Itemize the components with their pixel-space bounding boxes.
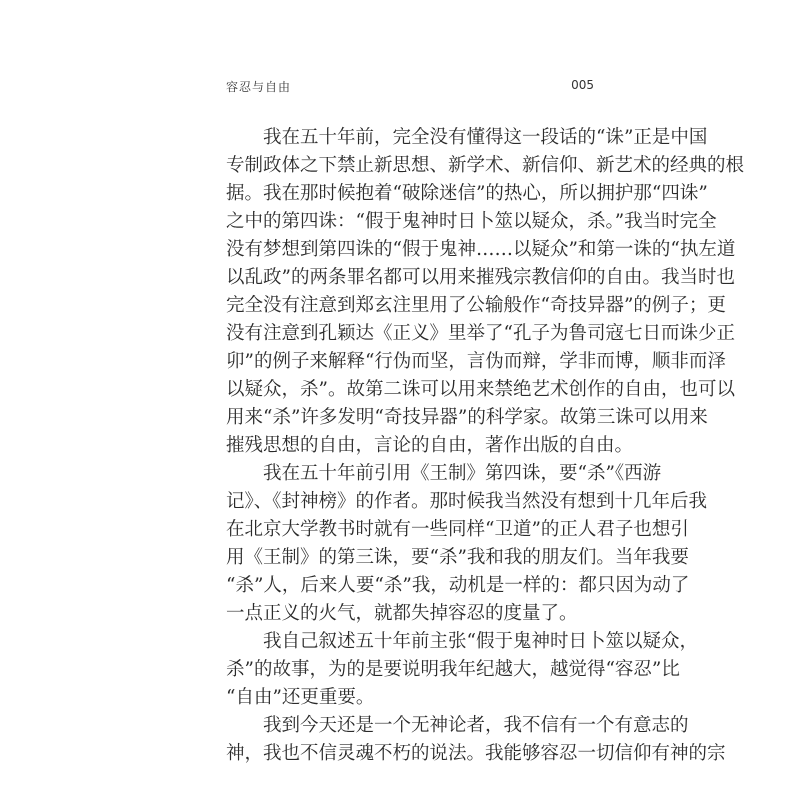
text-line: 用《王制》的第三诛，要“杀”我和我的朋友们。当年我要 (226, 547, 689, 568)
text-line: 用来“杀”许多发明“奇技异器”的科学家。故第三诛可以用来 (226, 407, 708, 428)
page-number: 005 (571, 78, 594, 92)
text-line: 我在五十年前引用《王制》第四诛，要“杀”《西游 (263, 463, 662, 484)
text-line: 专制政体之下禁止新思想、新学术、新信仰、新艺术的经典的根 (226, 155, 745, 176)
body-text (226, 124, 745, 768)
text-line: 在北京大学教书时就有一些同样“卫道”的正人君子也想引 (226, 519, 689, 540)
text-line: 据。我在那时候抱着“破除迷信”的热心，所以拥护那“四诛” (226, 183, 708, 204)
text-line: 以乱政”的两条罪名都可以用来摧残宗教信仰的自由。我当时也 (226, 267, 735, 288)
text-line: 杀”的故事，为的是要说明我年纪越大，越觉得“容忍”比 (226, 659, 680, 680)
text-line: 我在五十年前，完全没有懂得这一段话的“诛”正是中国 (263, 127, 708, 148)
text-line: 卯”的例子来解释“行伪而坚，言伪而辩，学非而博，顺非而泽 (226, 351, 726, 372)
text-line: “杀”人，后来人要“杀”我，动机是一样的：都只因为动了 (226, 575, 690, 596)
text-line: 神，我也不信灵魂不朽的说法。我能够容忍一切信仰有神的宗 (226, 743, 726, 764)
text-line: 记》、《封神榜》的作者。那时候我当然没有想到十几年后我 (226, 491, 708, 512)
text-line: 没有注意到孔颖达《正义》里举了“孔子为鲁司寇七日而诛少正 (226, 323, 735, 344)
text-line: 以疑众，杀”。故第二诛可以用来禁绝艺术创作的自由，也可以 (226, 379, 735, 400)
text-line: 我到今天还是一个无神论者，我不信有一个有意志的 (263, 715, 689, 736)
text-line: 一点正义的火气，就都失掉容忍的度量了。 (226, 603, 578, 624)
text-line: 之中的第四诛：“假于鬼神时日卜筮以疑众，杀。”我当时完全 (226, 211, 717, 232)
text-line: “自由”还更重要。 (226, 687, 375, 708)
text-line: 我自己叙述五十年前主张“假于鬼神时日卜筮以疑众， (263, 631, 698, 652)
text-line: 完全没有注意到郑玄注里用了公输般作“奇技异器”的例子；更 (226, 295, 726, 316)
text-line: 没有梦想到第四诛的“假于鬼神……以疑众”和第一诛的“执左道 (226, 239, 736, 260)
text-line: 摧残思想的自由，言论的自由，著作出版的自由。 (226, 435, 634, 456)
running-title: 容忍与自由 (226, 80, 292, 94)
